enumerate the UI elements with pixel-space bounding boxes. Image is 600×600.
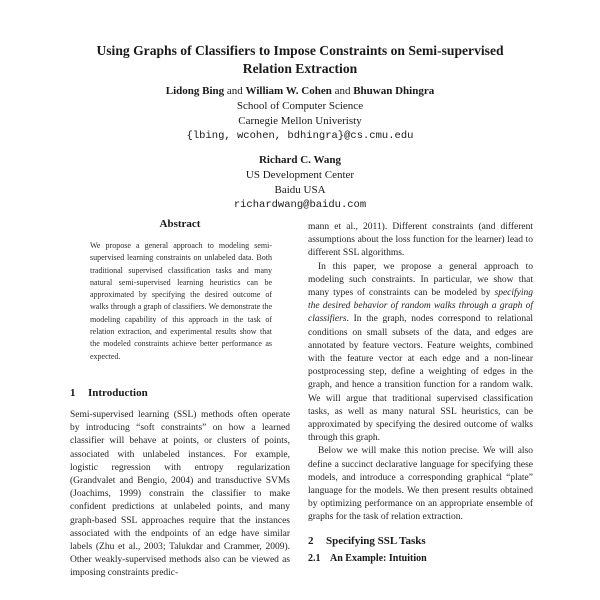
subsection-example-heading: 2.1 An Example: Intuition [308,552,427,564]
affiliation-university: Carnegie Mellon Univeristy [238,115,362,127]
author-emails: {lbing, wcohen, bdhingra}@cs.cmu.edu [186,130,414,142]
affiliation-school: School of Computer Science [236,100,364,112]
author-block [60,84,540,213]
author-name-wang: Richard C. Wang [258,154,341,166]
right-paragraph-outline: Below we will make this notion precise. We will also define a succinct declarative language for specifying these models, and introduce a corresponding graphical “plate” language for the models. We then present results obtained by optimizing performance on an appropriate ensemble of graphs for the task of relation extraction. [308,446,533,523]
abstract-heading: Abstract [159,218,201,230]
right-column [308,221,533,564]
section-introduction-heading: 1 Introduction [70,386,148,399]
affiliation-company: Baidu USA [274,184,326,196]
right-paragraph-approach: In this paper, we propose a general approach to modeling such constraints. In particular, we show that many types of constraints can be modeled by specifying the desired behavior of random walks through a graph of classifiers. In the graph, nodes correspond to relational conditions on small subsets of the data, and edges are annotated by feature vectors. Feature weights, combined with the feature vector at each edge and a non-linear postprocessing step, define a weighting of edges in the graph, and hence a transition function for a random walk. We will argue that traditional supervised classification tasks, as well as many natural SSL heuristics, can be approximated by specifying the desired outcome of walks through this graph. [308,261,534,444]
affiliation-center: US Development Center [245,169,355,181]
abstract-text: We propose a general approach to modeling semi-supervised learning constraints on unlabeled data. Both traditional supervised classification tasks and many natural semi-supervised learning heuristics can be approximated by specifying the desired outcome of walks through a graph of classifiers. We demonstrate the modeling capability of this approach in the task of relation extraction, and experimental results show that the modeled constraints achieve better performance as expected. [90,241,272,361]
intro-paragraph: Semi-supervised learning (SSL) methods often operate by introducing “soft constraints” on how a learned classifier will behave at points, or clusters of points, associated with unlabeled instances. For example, logistic regression with entropy regularization (Grandvalet and Bengio, 2004) and transductive SVMs (Joachims, 1999) constrain the classifier to make confident predictions at unlabeled points, and many graph-based SSL approaches require that the instances associated with the endpoints of an edge have similar labels (Zhu et al., 2003; Talukdar and Crammer, 2009). Other weakly-supervised methods also can be viewed as imposing constraints predic- [70,409,290,579]
author-email-wang: richardwang@baidu.com [233,199,367,211]
left-column [70,218,290,581]
right-paragraph-continued: mann et al., 2011). Different constraints (and different assumptions about the loss function for the learner) lead to different SSL algorithms. [308,222,533,259]
paper-title: Using Graphs of Classifiers to Impose Constraints on Semi-supervised Relation Extraction [96,43,504,76]
section-specifying-heading: 2 Specifying SSL Tasks [308,534,426,547]
author-names: Lidong Bing and William W. Cohen and Bhuwan Dhingra [165,85,435,97]
